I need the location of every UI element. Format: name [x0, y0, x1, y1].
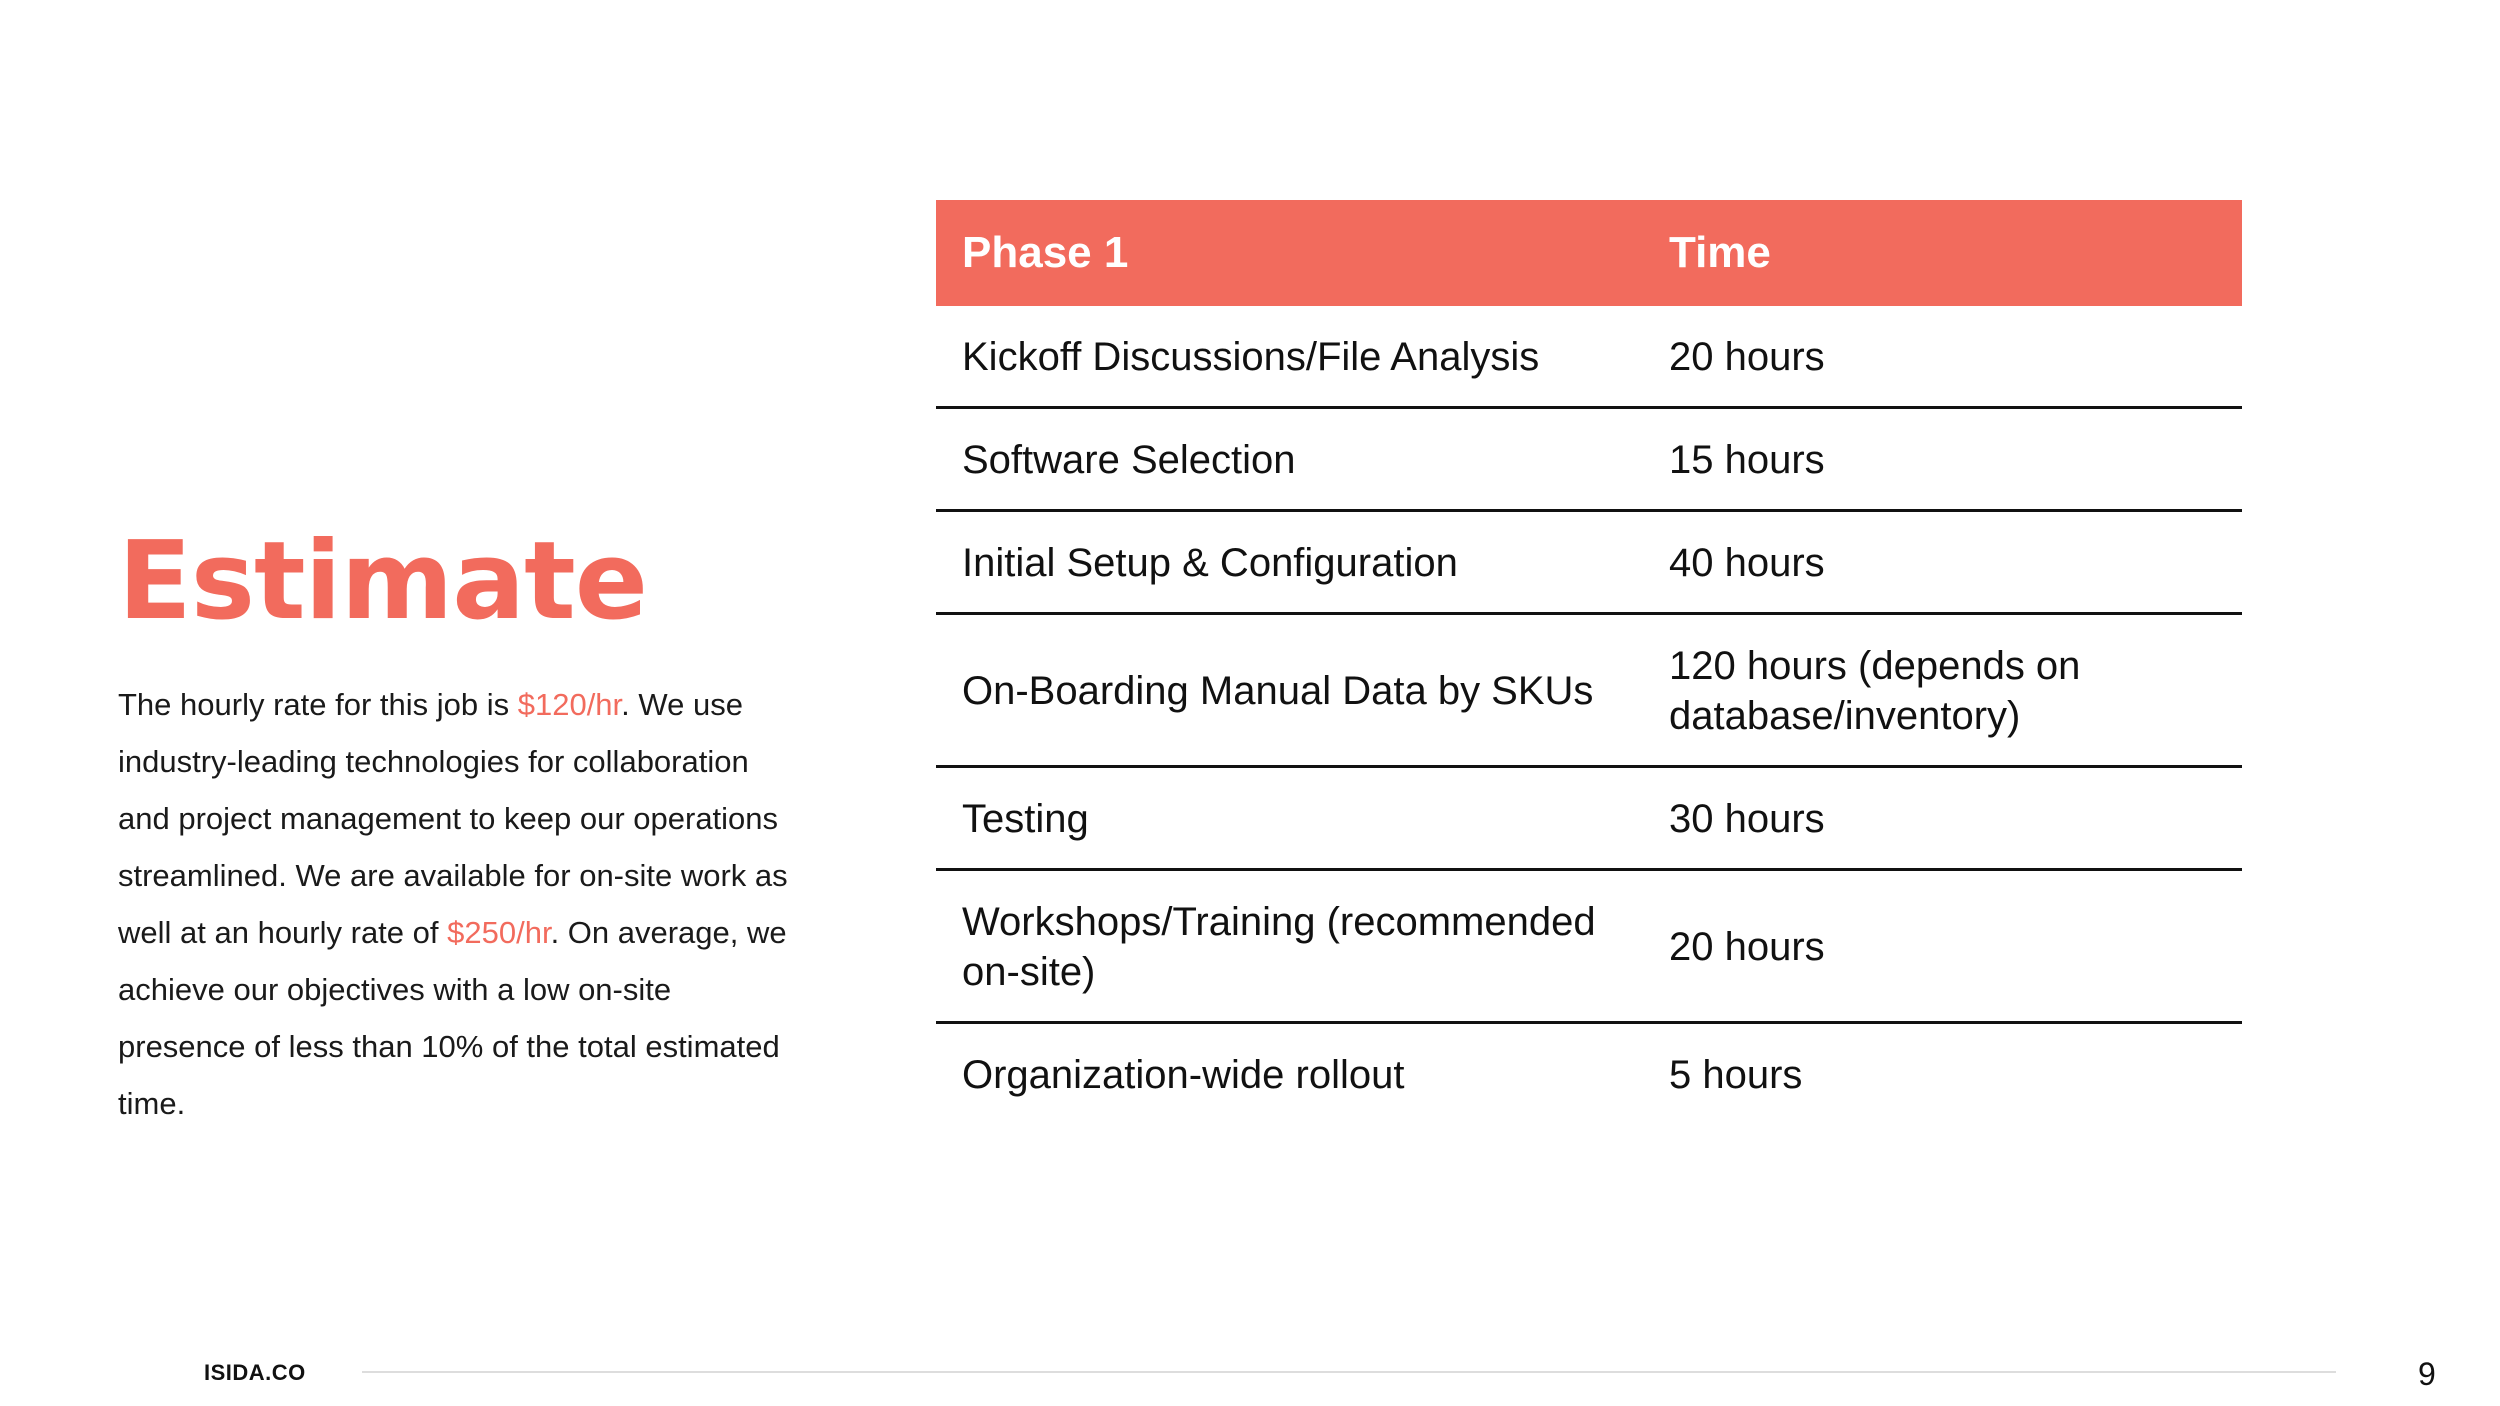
intro-text-3: . On average, we achieve our objectives with a low on-site presence of less than 10% of the total estimated time.	[118, 915, 787, 1121]
time-cell: 30 hours	[1643, 767, 2242, 870]
footer-brand: ISIDA.CO	[204, 1360, 306, 1385]
time-cell: 120 hours (depends on database/inventory)	[1643, 614, 2242, 767]
estimate-table	[936, 200, 2242, 1124]
intro-paragraph	[118, 676, 798, 1132]
page-title: Estimate	[118, 519, 647, 644]
footer-divider	[362, 1371, 2336, 1373]
onsite-rate: $250/hr	[447, 915, 551, 950]
task-cell: Workshops/Training (recommended on-site)	[936, 870, 1643, 1023]
task-cell: Organization-wide rollout	[962, 1053, 1405, 1097]
table-row	[936, 1023, 2242, 1125]
time-cell: 15 hours	[1643, 408, 2242, 511]
table-row	[936, 614, 2242, 767]
header-row	[936, 200, 2242, 306]
intro-text-2: . We use industry-leading technologies for collaboration and project management to keep our operations streamlined. We are available for on-site work as well at an hourly rate of	[118, 687, 788, 950]
time-cell: 20 hours	[1643, 306, 2242, 408]
table-row	[936, 870, 2242, 1023]
hourly-rate: $120/hr	[517, 687, 622, 722]
time-cell: 5 hours	[1669, 1053, 1803, 1097]
table-header	[936, 200, 2242, 306]
time-cell: 40 hours	[1643, 511, 2242, 614]
header-time: Time	[1643, 200, 2242, 306]
page-number: 9	[2418, 1356, 2436, 1392]
intro-text-1: The hourly rate for this job is	[118, 687, 518, 722]
time-cell: 20 hours	[1643, 870, 2242, 1023]
table-row	[936, 408, 2242, 511]
table-body	[936, 306, 2242, 1124]
task-cell: On-Boarding Manual Data by SKUs	[936, 614, 1643, 767]
table-row	[936, 306, 2242, 408]
task-cell: Kickoff Discussions/File Analysis	[936, 306, 1643, 408]
table-row	[936, 767, 2242, 870]
header-phase: Phase 1	[936, 200, 1643, 306]
task-cell: Software Selection	[936, 408, 1643, 511]
table-row	[936, 511, 2242, 614]
task-cell: Initial Setup & Configuration	[936, 511, 1643, 614]
task-cell: Testing	[936, 767, 1643, 870]
